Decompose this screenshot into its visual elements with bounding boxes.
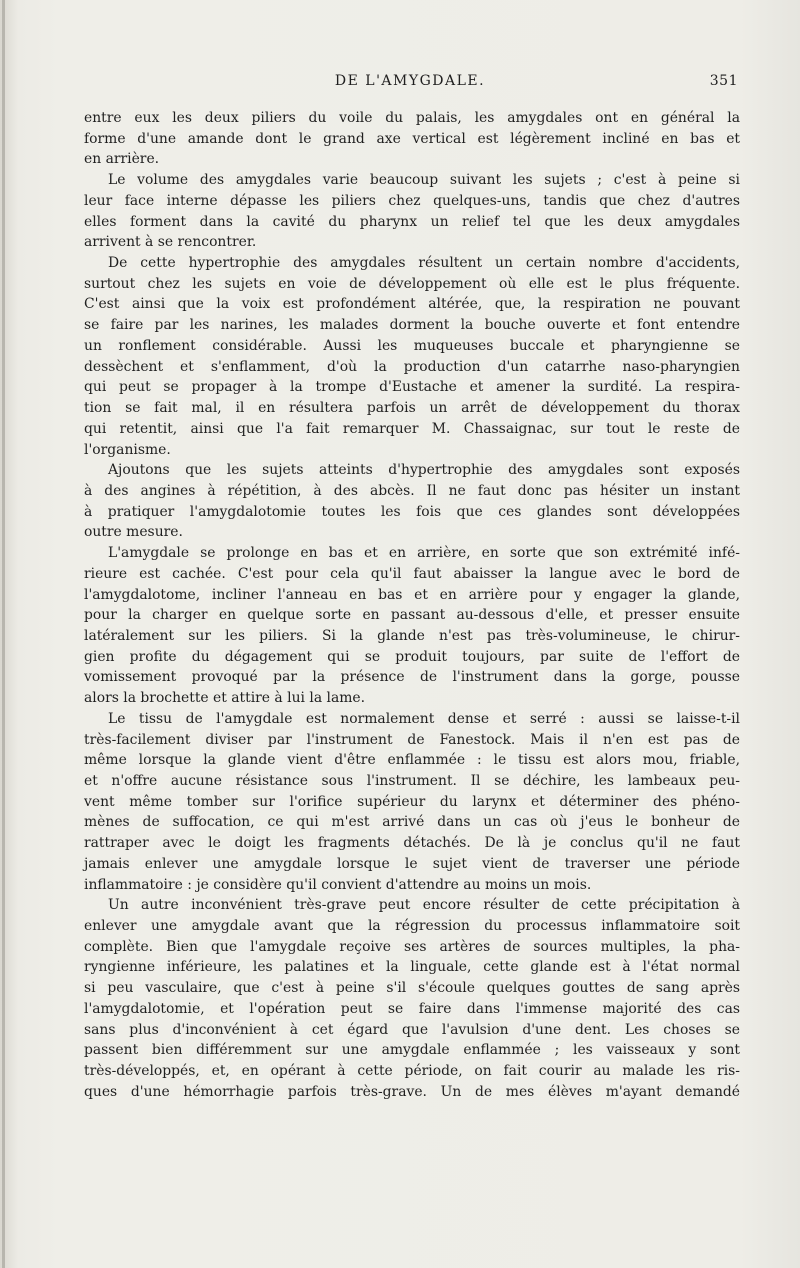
text-line: surtout chez les sujets en voie de développement où elle est le plus fréquente.	[84, 275, 740, 292]
text-line: dessèchent et s'enflamment, d'où la production d'un catarrhe naso-pharyngien	[84, 358, 740, 375]
text-line: Le volume des amygdales varie beaucoup suivant les sujets ; c'est à peine si	[108, 172, 740, 189]
text-line: alors la brochette et attire à lui la lame.	[84, 690, 366, 707]
text-line: De cette hypertrophie des amygdales résultent un certain nombre d'accidents,	[108, 255, 740, 272]
body-text	[84, 108, 740, 1103]
text-line: outre mesure.	[84, 524, 183, 541]
text-line: ques d'une hémorrhagie parfois très-grave. Un de mes élèves m'ayant demandé	[84, 1083, 740, 1100]
text-line: entre eux les deux piliers du voile du palais, les amygdales ont en général la	[84, 110, 740, 126]
page-header	[82, 70, 738, 92]
text-line: qui retentit, ainsi que l'a fait remarquer M. Chassaignac, sur tout le reste de	[84, 420, 740, 437]
text-line: L'amygdale se prolonge en bas et en arrière, en sorte que son extrémité infé-	[108, 545, 740, 562]
text-line: l'amygdalotome, incliner l'anneau en bas et en arrière pour y engager la glande,	[84, 586, 740, 603]
text-line: mènes de suffocation, ce qui m'est arrivé dans un cas où j'eus le bonheur de	[84, 814, 740, 831]
text-line: qui peut se propager à la trompe d'Eustache et amener la surdité. La respira-	[84, 379, 740, 396]
text-line: très-facilement diviser par l'instrument de Fanestock. Mais il n'en est pas de	[84, 731, 740, 748]
text-line: vomissement provoqué par la présence de l'instrument dans la gorge, pousse	[84, 669, 740, 686]
text-line: rattraper avec le doigt les fragments détachés. De là je conclus qu'il ne faut	[84, 835, 740, 852]
text-line: tion se fait mal, il en résultera parfois un arrêt de développement du thorax	[84, 400, 740, 417]
text-line: passent bien différemment sur une amygdale enflammée ; les vaisseaux y sont	[84, 1042, 740, 1059]
text-line: Ajoutons que les sujets atteints d'hypertrophie des amygdales sont exposés	[108, 462, 740, 479]
text-line: à des angines à répétition, à des abcès. Il ne faut donc pas hésiter un instant	[84, 482, 740, 499]
text-line: l'organisme.	[84, 441, 171, 458]
text-line: pour la charger en quelque sorte en passant au-dessous d'elle, et presser ensuite	[84, 607, 740, 624]
text-line: même lorsque la glande vient d'être enflammée : le tissu est alors mou, friable,	[84, 752, 740, 769]
text-line: et n'offre aucune résistance sous l'instrument. Il se déchire, les lambeaux peu-	[84, 773, 740, 789]
text-line: si peu vasculaire, que c'est à peine s'il s'écoule quelques gouttes de sang après	[84, 980, 740, 997]
text-line: enlever une amygdale avant que la régression du processus inflammatoire soit	[84, 918, 740, 935]
text-line: C'est ainsi que la voix est profondément altérée, que, la respiration ne pouvant	[84, 296, 740, 313]
text-line: vent même tomber sur l'orifice supérieur du larynx et déterminer des phéno-	[84, 793, 740, 810]
text-line: complète. Bien que l'amygdale reçoive ses artères de sources multiples, la pha-	[84, 938, 740, 955]
text-line: latéralement sur les piliers. Si la glande n'est pas très-volumineuse, le chirur-	[84, 627, 740, 644]
running-title: DE L'AMYGDALE.	[334, 73, 486, 89]
text-line: Le tissu de l'amygdale est normalement dense et serré : aussi se laisse-t-il	[108, 710, 740, 727]
text-line: ryngienne inférieure, les palatines et la linguale, cette glande est à l'état normal	[84, 959, 740, 976]
text-line: leur face interne dépasse les piliers chez quelques-uns, tandis que chez d'autres	[84, 192, 740, 209]
text-line: forme d'une amande dont le grand axe vertical est légèrement incliné en bas et	[84, 130, 740, 147]
text-line: l'amygdalotomie, et l'opération peut se faire dans l'immense majorité des cas	[84, 1000, 740, 1017]
text-line: Un autre inconvénient très-grave peut encore résulter de cette précipitation à	[108, 897, 740, 914]
text-line: à pratiquer l'amygdalotomie toutes les fois que ces glandes sont développées	[84, 503, 740, 520]
text-line: un ronflement considérable. Aussi les muqueuses buccale et pharyngienne se	[84, 337, 740, 354]
text-line: gien profite du dégagement qui se produit toujours, par suite de l'effort de	[84, 648, 740, 665]
text-line: elles forment dans la cavité du pharynx un relief tel que les deux amygdales	[84, 213, 740, 230]
text-line: jamais enlever une amygdale lorsque le sujet vient de traverser une période	[84, 855, 740, 872]
text-line: très-développés, et, en opérant à cette période, on fait courir au malade les ris-	[84, 1063, 740, 1080]
text-line: rieure est cachée. C'est pour cela qu'il faut abaisser la langue avec le bord de	[84, 565, 740, 582]
text-line: arrivent à se rencontrer.	[84, 234, 257, 251]
page-number: 351	[709, 73, 738, 89]
binding-gutter	[2, 0, 5, 1268]
text-line: sans plus d'inconvénient à cet égard que l'avulsion d'une dent. Les choses se	[84, 1021, 740, 1038]
text-line: en arrière.	[84, 151, 160, 168]
text-line: inflammatoire : je considère qu'il convient d'attendre au moins un mois.	[84, 876, 592, 893]
text-line: se faire par les narines, les malades dorment la bouche ouverte et font entendre	[84, 317, 740, 334]
